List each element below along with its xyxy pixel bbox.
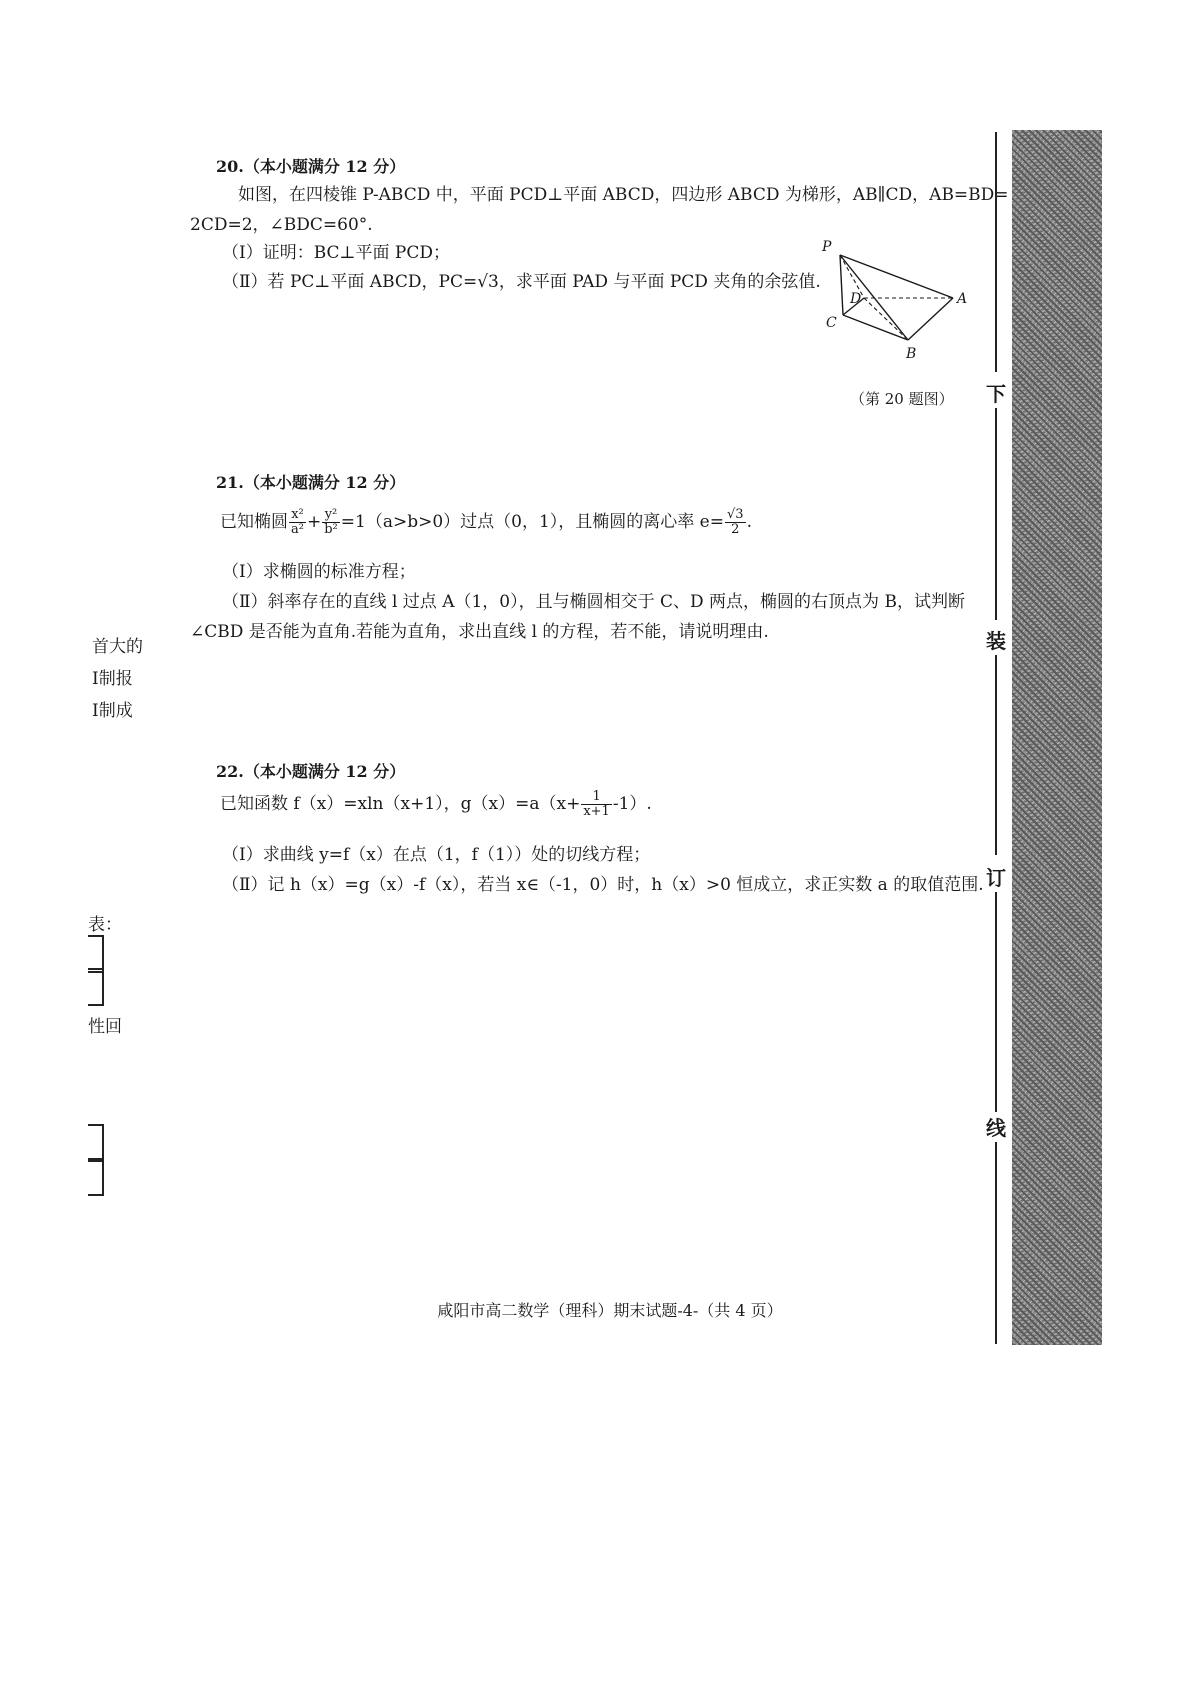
label-B: B [906, 346, 917, 362]
q21-part2-line2: ∠CBD 是否能为直角.若能为直角，求出直线 l 的方程，若不能，请说明理由. [190, 622, 769, 642]
frac1-den: a² [291, 522, 304, 537]
edge-PC [840, 255, 843, 315]
fraction-sqrt3-2 [725, 508, 746, 537]
label-C: C [826, 315, 837, 331]
q22-frac-den: x+1 [583, 804, 610, 819]
page-footer: 咸阳市高二数学（理科）期末试题-4-（共 4 页） [437, 1301, 783, 1320]
edge-DB-hidden [864, 298, 908, 340]
frac3-den: 2 [731, 522, 740, 537]
margin-box-3 [88, 1124, 104, 1162]
label-A: A [957, 291, 968, 307]
binding-char-xian: 线 [986, 1116, 1006, 1140]
binding-line-segment [995, 892, 997, 1112]
q20-title: 20.（本小题满分 12 分） [216, 157, 406, 176]
margin-text-2: I制报 [92, 669, 133, 689]
q21-stem-prefix: 已知椭圆 [220, 512, 288, 532]
binding-char-zhuang: 装 [986, 629, 1006, 653]
q22-stem [220, 784, 652, 824]
frac3-num: √3 [727, 507, 744, 522]
binding-char-ding: 订 [986, 866, 1006, 890]
q21-part1: （Ⅰ）求椭圆的标准方程； [222, 562, 416, 582]
edge-BA [908, 298, 953, 340]
q22-part2: （Ⅱ）记 h（x）=g（x）-f（x），若当 x∈（-1，0）时，h（x）>0 恒成立，求正实数 a 的取值范围. [222, 875, 984, 895]
plus-sign: + [306, 512, 322, 532]
q21-part2-line1: （Ⅱ）斜率存在的直线 l 过点 A（1，0），且与椭圆相交于 C、D 两点，椭圆的右顶点为 B，试判断 [222, 592, 965, 612]
frac2-num: y² [322, 508, 340, 523]
q21-stem [220, 502, 752, 542]
q21-stem-mid: =1（a>b>0）过点（0，1），且椭圆的离心率 e= [340, 512, 724, 532]
label-P: P [822, 239, 832, 255]
q21-stem-end: . [746, 512, 752, 532]
q21-title: 21.（本小题满分 12 分） [216, 473, 406, 492]
q22-title: 22.（本小题满分 12 分） [216, 762, 406, 781]
q20-part2: （Ⅱ）若 PC⊥平面 ABCD，PC=√3，求平面 PAD 与平面 PCD 夹角的余弦值. [222, 272, 821, 292]
q22-stem-end: -1）. [612, 794, 652, 814]
q22-part1: （Ⅰ）求曲线 y=f（x）在点（1，f（1））处的切线方程； [222, 845, 651, 865]
frac1-num: x² [289, 508, 306, 523]
frac2-den: b² [324, 522, 338, 537]
fraction-1-x-plus-1 [581, 790, 612, 819]
q22-stem-prefix: 已知函数 f（x）=xln（x+1），g（x）=a（x+ [220, 794, 581, 814]
binding-line-segment [995, 655, 997, 855]
fraction-x2-a2 [289, 508, 306, 537]
figure-caption: （第 20 题图） [850, 390, 954, 408]
binding-line-segment [995, 132, 997, 372]
q20-stem-line2: 2CD=2，∠BDC=60°. [190, 215, 373, 235]
binding-pattern-strip [1012, 130, 1102, 1345]
margin-text-5: 性回 [88, 1017, 122, 1037]
q20-stem-line1: 如图，在四棱锥 P-ABCD 中，平面 PCD⊥平面 ABCD，四边形 ABCD 为梯形，AB∥CD，AB=BD= [238, 185, 1009, 205]
binding-char-xia: 下 [986, 382, 1006, 406]
margin-text-4: 表： [88, 915, 122, 935]
margin-box-4 [88, 1158, 104, 1196]
margin-text-3: I制成 [92, 701, 133, 721]
fraction-y2-b2 [322, 508, 340, 537]
q22-frac-num: 1 [581, 790, 612, 805]
q20-part1: （Ⅰ）证明：BC⊥平面 PCD； [222, 243, 450, 263]
binding-line-segment [995, 1142, 997, 1344]
binding-line-segment [995, 408, 997, 620]
margin-text-1: 首大的 [92, 637, 143, 657]
margin-box-2 [88, 968, 104, 1006]
label-D: D [850, 291, 862, 307]
